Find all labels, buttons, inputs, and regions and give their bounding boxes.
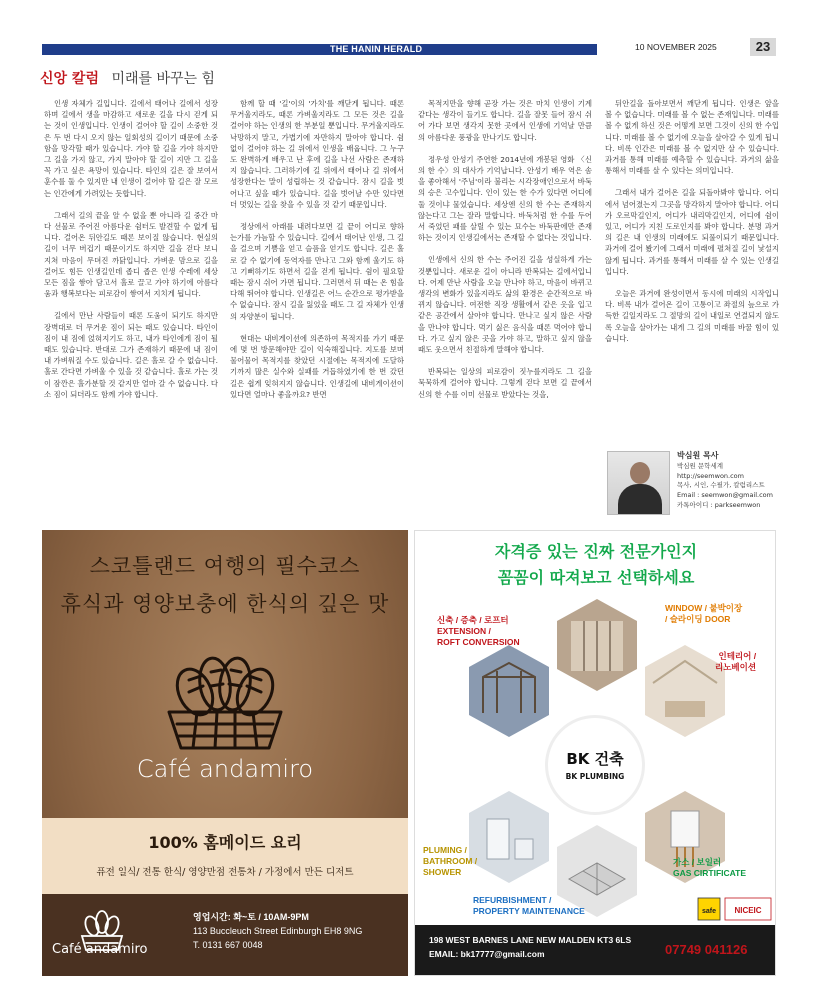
svg-text:NICEIC: NICEIC [734, 906, 762, 915]
paragraph: 뒤안길을 돌아보면서 깨닫게 됩니다. 인생은 앞을 볼 수 없습니다. 미래를 볼 수 없는 존재입니다. 미래를 볼 수 없게 하신 것은 어떻게 보면 그것이 신의 한 수입니다. 미래를 볼 수 없기에 오늘을 살아갈 수 있게 됩니다. 비록 인간은 미래를 볼 수 없지만 살 수 있습니다. 과거를 통해 미래를 예측할 수 있습니다. 과거의 삶을 통해서 미래를 살 수 있다는 의미입니다. [605, 99, 779, 176]
cafe-menu-items: 퓨전 일식/ 전통 한식/ 영양만점 전통차 / 가정에서 만든 디저트 [96, 867, 354, 878]
author-line: 박심원 문학세계 [677, 461, 724, 470]
certification-badges-icon [697, 897, 773, 921]
bread-basket-icon [155, 640, 295, 760]
paragraph: 그래서 길의 끝을 알 수 없을 뿐 아니라 길 중간 마다 선물로 주어진 아름다운 쉼터도 발견할 수 없게 됩니다. 걸어온 뒤안길도 때론 보이질 않습니다. 현실의 길이 너무 버겁기 때문이기도 하지만 길을 걷다 보니 지쳐 마음이 무뎌진 까닭입니다. 가벼운 맘으로 길을 걸어도 힘든 인생길인데 좁디 좁은 인생 수레에 세상 모든 짐을 쌓아 담고서 홀로 끌고 가야 하기에 아름다움과 행복보다는 피로감이 쌓여서 지치게 됩니다. [44, 210, 218, 299]
paragraph: 정상에서 아래를 내려다보면 길 끝이 어디로 향하는가를 가늠할 수 있습니다. 길에서 태어난 인생, 그 길을 걸으며 기쁨을 얻고 슬픔을 얻기도 합니다. 길은 홀로 갈 수 없기에 동역자를 만나고 그와 함께 울기도 하고 기뻐하기도 하면서 길을 걷게 됩니다. 쉼이 필요할 때는 잠시 쉬어 가면 됩니다. 그러면서 뒤 때는 온 힘을 다해 뛰어야 합니다. 인생길은 어느 순간으로 평가받을 수 없습니다. 잠시 길을 잃었을 때도 그 길 자체가 인생의 자양분이 됩니다. [230, 222, 404, 321]
tag-extension: 신축 / 증축 / 로프터 EXTENSION / ROFT CONVERSION [437, 615, 520, 647]
issue-date: 10 NOVEMBER 2025 [635, 42, 717, 52]
tag-refurbishment: REFURBISHMENT / PROPERTY MAINTENANCE [473, 895, 585, 916]
bk-building-advertisement [414, 530, 776, 976]
author-box [607, 451, 777, 519]
cafe-logo-text: Café andamiro [52, 942, 148, 957]
cafe-logo-icon [48, 908, 178, 968]
author-photo [607, 451, 670, 515]
svg-text:safe: safe [701, 908, 717, 915]
author-website[interactable]: http://seemwon.com [677, 471, 744, 480]
paragraph: 목적지만을 향해 곧장 가는 것은 마치 인생이 기계같다는 생각이 들기도 합니다. 길을 잘못 들어 잠시 쉬어 가다 보면 생각지 못한 곳에서 인생에 기억날 만큼의 아름다운 풍광을 만나기도 합니다. [418, 99, 592, 142]
paper-name: THE HANIN HERALD [330, 44, 423, 54]
article-column-2 [230, 98, 404, 411]
bk-contact-bar [415, 925, 776, 976]
cafe-info [193, 910, 362, 952]
bk-phone[interactable]: 07749 041126 [665, 942, 748, 957]
cafe-advertisement [42, 530, 408, 976]
bk-center-logo [545, 715, 645, 815]
tag-gas: 가스 / 보일러 GAS CIRTIFICATE [673, 857, 747, 878]
article-column-4 [605, 98, 779, 355]
cafe-contact-bar [42, 894, 408, 976]
cafe-homemade: 100% 홈메이드 요리 [148, 833, 302, 852]
bk-address: 198 WEST BARNES LANE NEW MALDEN KT3 6LS [429, 935, 632, 945]
author-line: 목사, 시인, 수필가, 칼럼리스트 [677, 481, 765, 490]
author-name: 박심원 목사 [677, 451, 719, 460]
column-category: 신앙 칼럼 [40, 71, 99, 87]
page-number: 23 [750, 38, 776, 56]
tag-window: WINDOW / 붙박이장 / 슬라이딩 DOOR [665, 603, 743, 624]
article-column-3 [418, 98, 592, 411]
article-column-1 [44, 98, 218, 411]
column-title: 미래를 바꾸는 힘 [111, 71, 216, 87]
bk-email[interactable]: EMAIL: bk17777@gmail.com [429, 949, 545, 959]
author-info [677, 451, 773, 511]
bk-subname: BK PLUMBING [565, 772, 625, 781]
paragraph: 반복되는 일상의 피로감이 짓누를지라도 그 길을 묵묵하게 걸어야 합니다. 그렇게 걷다 보면 길 끝에서 신의 한 수를 이미 선물로 받았다는 것을, [418, 367, 592, 399]
author-email[interactable]: Email : seemwon@gmail.com [677, 491, 773, 500]
cafe-tagline-2: 휴식과 영양보충에 한식의 깊은 맛 [60, 592, 390, 616]
cafe-hours: 영업시간: 화~토 / 10AM-9PM [193, 912, 309, 922]
bathroom-photo [467, 789, 551, 885]
bk-headline-2: 꼼꼼이 따져보고 선택하세요 [497, 568, 695, 587]
cafe-address: 113 Buccleuch Street Edinburgh EH8 9NG [193, 926, 363, 936]
cafe-name: Café andamiro [136, 755, 314, 783]
bk-headline-1: 자격증 있는 진짜 전문가인지 [494, 542, 698, 561]
paragraph: 정우성 안성기 주연한 2014년에 개봉된 영화 〈신의 한 수〉의 대사가 기억납니다. 안성기 배우 역은 솜을 좋아해서 '주님'이라 불리는 시각장애인으로서 바둑의 승은 고수입니다. 인이 있는 한 수가 있다면 어디에 둘 것이냐 물었습니다. 세상엔 신의 한 수는 존재하지 않는다고 그는 잘라 말합니다. 바둑처럼 한 수를 두어서 죽었던 패를 살릴 수 있는 묘수는 바둑판에만 존재하는 것이지 인생길에서는 존재할 수 없다는 것입니다. [418, 154, 592, 243]
paragraph: 길에서 만난 사람들이 때론 도움이 되기도 하지만 장벽대로 더 무거운 짐이 되는 때도 있습니다. 타인이 짐이 내 짐에 얹혀지기도 하고, 내가 타인에게 짐이 될 때도 있습니다. 반대로 그가 존재하기 때문에 내 짐이 내 가벼워질 수도 있습니다. 길은 홀로 갈 수 없습니다. 홀로 간다면 가벼울 수 있을 것 같습니다. 홀로 가는 것이 잠깐은 홀가분할 것 같지만 얼마 갈 수 없습니다. 다소 짐이 되더라도 함께 가야 합니다. [44, 311, 218, 399]
header-bar [42, 44, 597, 55]
cafe-phone[interactable]: T. 0131 667 0048 [193, 940, 263, 950]
paragraph: 인생에서 신의 한 수는 주어진 길을 성실하게 가는 것뿐입니다. 새로운 길이 아니라 반복되는 길에서입니다. 어제 만난 사람을 오늘 만나야 하고, 마음이 바뀌고 생각의 변화가 있을지라도 삶의 환경은 순간적으로 바뀌지 않습니다. 여전한 직장 생활에서 같은 옷을 입고 같은 공간에서 살아야 합니다. 만나고 싶지 않은 사람을 만나야 합니다. 먹기 싫은 음식을 때론 먹어야 합니다. 가고 싶지 않은 곳을 가야 하고, 말하고 싶지 않을 때도 웃으면서 친절하게 말해야 합니다. [418, 255, 592, 355]
bk-name: BK 건축 [566, 750, 624, 768]
bk-contact [429, 933, 631, 961]
paragraph: 현대는 내비게이션에 의존하여 목적지를 가기 때문에 몇 번 방문해야만 길이 익숙해집니다. 지도를 보며 물어물어 목적지를 찾았던 시절에는 목적지에 도달하기까지 많은 실수와 실패를 거듭하였기에 한 번 갔던 길은 쉽게 잊혀지지 않습니다. 인생길에 내비게이션이 있다면 얼마나 좋을까요? 반면 [230, 333, 404, 399]
paragraph: 인생 자체가 길입니다. 길에서 태어나 길에서 성장하며 길에서 생을 마감하고 새로운 길을 다시 걷게 되는 것이 인생입니다. 인생이 걸어야 할 길이 소중한 것은 두 번 다시 오지 않는 일회성의 길이기 때문에 소중함을 망각할 때가 있습니다. 가야 할 길을 가야 하지만 그 길을 가지 않고, 가지 말아야 할 길이 지만 그 길을 꼭 가고 싶은 욕망이 있습니다. 타인의 길은 잘 보여서 훈수를 둘 수 있지만 내 인생이 걸어야 할 길은 잘 모르는 인간에게 가려있는 듯합니다. [44, 99, 218, 198]
paragraph: 함께 할 때 '길'이의 '가치'를 깨닫게 됩니다. 때론 무거울지라도, 때론 가벼울지라도 그 모든 것은 길을 걸어야 하는 인생의 한 부분일 뿐입니다. 무거울지라도 낙망하지 말고, 가볍기에 자만하지 말아야 합니다. 쉼 없이 걸어야 하는 길 위에서 인생을 배웁니다. 그 누구도 완벽하게 배우고 난 후에 길을 나선 사람은 존재하지 않습니다. 그러하기에 길 위에서 태어나 길 위에서 성장한다는 말이 성립하는 것 같습니다. 잠시 길을 벗어나고 싶을 때가 있습니다. 길을 벗어날 수만 있다면 더 멋있는 길을 찾을 수 있을 것 같기 때문입니다. [230, 99, 404, 209]
construction-photo [467, 643, 551, 739]
column-heading [40, 68, 215, 88]
wardrobe-photo [555, 597, 639, 693]
author-line: 카톡아이디 : parkseemwon [677, 500, 761, 509]
cafe-tagline-1: 스코틀랜드 여행의 필수코스 [89, 554, 361, 578]
tag-interior: 인테리어 / 리노베이션 [715, 651, 757, 672]
cafe-menu-panel [42, 818, 408, 894]
paragraph: 그래서 내가 걸어온 길을 되돌아봐야 합니다. 어디에서 넘어졌는지 그곳을 망각하지 말아야 합니다. 어디가 오르막길인지, 어디가 내리막길인지, 어디에 쉼이 있고, 어디가 지친 도로인지를 봐야 합니다. 분명 과거의 길은 내 인생의 미래에도 되풀이되기 때문입니다. 과거에 걸어 봤기에 그래서 미래에 펼쳐질 길이 낯설지 않게 됩니다. 과거를 통해서 미래를 살 수 있는 인생길입니다. [605, 188, 779, 276]
tag-plumbing: PLUMING / BATHROOM / SHOWER [423, 845, 478, 877]
paragraph: 오늘은 과거에 완성이면서 동시에 미래의 시작입니다. 비록 내가 걸어온 길이 고통이고 좌절의 늪으로 가득한 길일지라도 그 절망의 길이 내일로 연결되지 않도록 오늘을 살아가는 내게 그 길의 미래를 바꿀 힘이 있습니다. [605, 289, 779, 343]
